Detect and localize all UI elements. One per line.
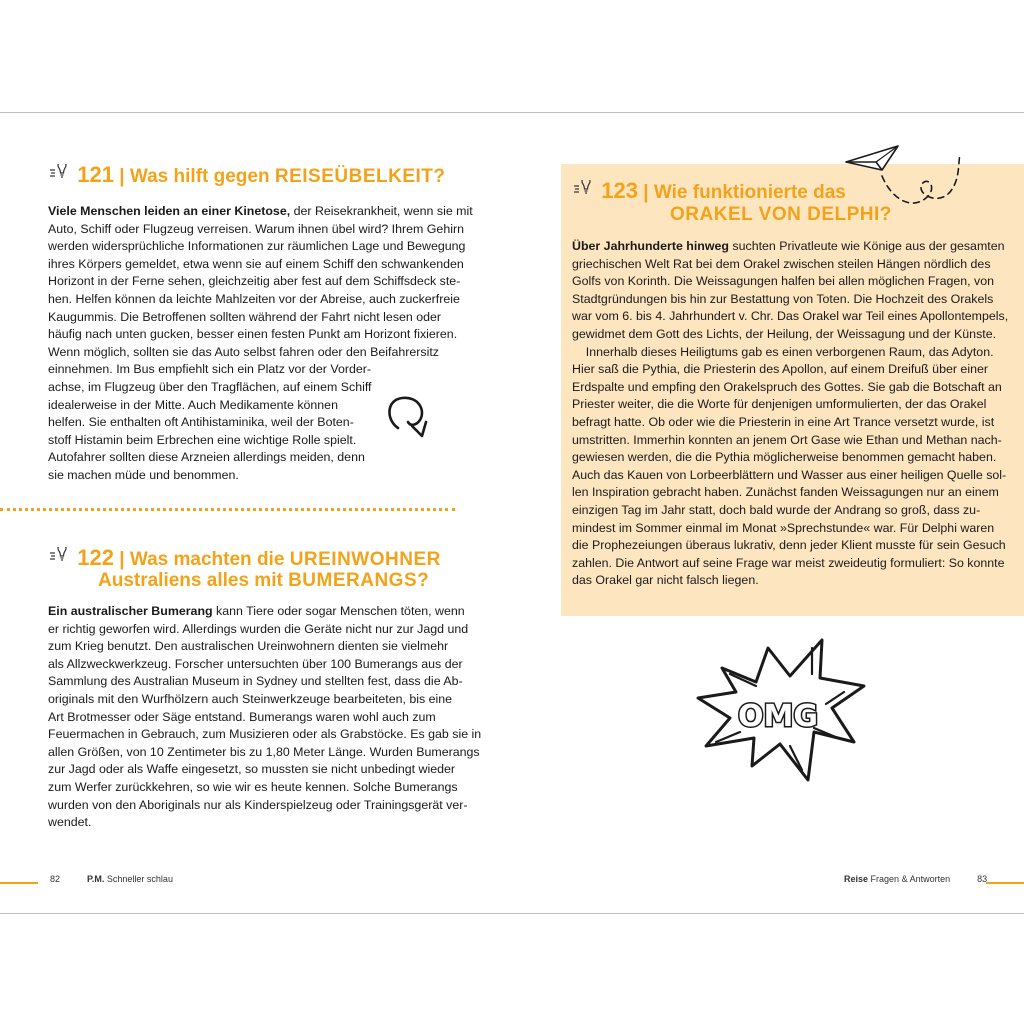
text-line bbox=[48, 309, 452, 327]
text-line bbox=[572, 555, 1005, 573]
text-line bbox=[48, 691, 452, 709]
text-line bbox=[48, 291, 460, 309]
question-122-answer bbox=[48, 603, 482, 832]
text-line bbox=[48, 621, 469, 639]
text-line bbox=[572, 537, 1006, 555]
text-line bbox=[572, 238, 1005, 256]
line-text: Priester weiter, die die Worte für denjenigen umformulierten, der das Orakel bbox=[572, 397, 987, 412]
text-line bbox=[48, 238, 466, 256]
separator: | bbox=[643, 182, 649, 203]
question-title: Australiens alles mit bbox=[98, 570, 289, 591]
omg-text: OMG bbox=[738, 699, 818, 734]
question-number: 123 bbox=[601, 178, 638, 203]
line-text: Sammlung des Australian Museum in Sydney und stellten fest, dass die Ab- bbox=[48, 674, 463, 689]
line-text: Auch das Kauen von Lorbeerblättern und Wasser aus einer heiligen Quelle sol- bbox=[572, 467, 1007, 482]
footer-rule-right bbox=[986, 882, 1024, 884]
text-line bbox=[572, 344, 994, 362]
text-line bbox=[48, 673, 463, 691]
line-text: Art Brotmesser oder Säge entstand. Bumerangs waren wohl auch zum bbox=[48, 709, 436, 724]
line-text: allen Größen, von 10 Zentimeter bis zu 1,80 Meter Länge. Wurden Bumerangs bbox=[48, 744, 480, 759]
page-number: 82 bbox=[50, 874, 61, 884]
text-line bbox=[572, 256, 991, 274]
line-text: wendet. bbox=[48, 815, 92, 830]
text-line bbox=[572, 432, 1002, 450]
text-line bbox=[48, 761, 456, 779]
text-line bbox=[48, 221, 464, 239]
footer-left bbox=[50, 874, 173, 884]
brand: P.M. bbox=[87, 874, 105, 884]
question-123-answer bbox=[572, 238, 1009, 590]
line-text: einnehmen. Im Bus empfiehlt sich ein Platz vor der Vorder- bbox=[48, 362, 371, 377]
page-number: 83 bbox=[977, 874, 988, 884]
text-line bbox=[572, 396, 987, 414]
text-line bbox=[572, 484, 999, 502]
section-divider bbox=[0, 508, 455, 511]
question-title: Was hilft gegen bbox=[129, 166, 275, 187]
text-line bbox=[572, 273, 994, 291]
line-text: Auto, Schiff oder Flugzeug verreisen. Warum ihnen übel wird? Ihrem Gehirn bbox=[48, 221, 464, 236]
question-number: 121 bbox=[77, 162, 114, 187]
text-line bbox=[572, 379, 1002, 397]
text-line bbox=[48, 744, 480, 762]
text-line bbox=[48, 273, 461, 291]
text-line bbox=[572, 467, 1007, 485]
question-122-heading-line2 bbox=[98, 570, 429, 592]
line-text: helfen. Sie enthalten oft Antihistaminika, weil der Boten- bbox=[48, 415, 354, 430]
text-line bbox=[572, 449, 997, 467]
text-line bbox=[572, 361, 988, 379]
text-line bbox=[572, 572, 976, 590]
text-line bbox=[48, 326, 458, 344]
line-text: idealerweise in der Mitte. Auch Medikamente können bbox=[48, 397, 338, 412]
section-name: Reise bbox=[844, 874, 869, 884]
line-text: war vom 6. bis 4. Jahrhundert v. Chr. Das Orakel war Teil eines Apollontempels, bbox=[572, 309, 1009, 324]
question-keyword: UREINWOHNER bbox=[289, 549, 441, 570]
question-number: 122 bbox=[77, 545, 114, 570]
line-text: hen. Helfen können da leichte Mahlzeiten vor der Abreise, auch zuckerfreie bbox=[48, 291, 460, 306]
line-text: als Allzweckwerkzeug. Forscher untersuchten über 100 Bumerangs aus der bbox=[48, 656, 463, 671]
question-121-heading bbox=[48, 164, 445, 188]
text-line bbox=[48, 603, 465, 621]
text-line bbox=[48, 814, 452, 832]
line-text: einzigen Tag im Jahr statt, doch bald wurde der Andrang so groß, dass zu- bbox=[572, 502, 981, 517]
footer-rule-left bbox=[0, 882, 38, 884]
question-123-heading bbox=[572, 180, 846, 204]
line-text: er richtig geworfen wird. Allerdings wurden die Geräte nicht nur zur Jagd und bbox=[48, 621, 469, 636]
line-text: gewidmet dem Gott des Lichts, der Heilung, der Weissagung und der Künste. bbox=[572, 326, 997, 341]
footer-right bbox=[844, 874, 987, 884]
line-text: das Orakel gar nicht falsch liegen. bbox=[572, 573, 759, 588]
line-text: ihres Körpers gemeldet, etwa wenn sie auf einem Schiff den schwankenden bbox=[48, 256, 464, 271]
text-line bbox=[48, 709, 452, 727]
line-text: Hier saß die Pythia, die Priesterin des Apollon, auf einem Dreifuß über einer bbox=[572, 362, 988, 377]
text-line bbox=[48, 449, 452, 467]
section-subtitle: Fragen & Antworten bbox=[870, 874, 951, 884]
line-text: suchten Privatleute wie Könige aus der gesamten bbox=[728, 239, 1005, 253]
line-text: zum Werfer zurückkehren, so wie wir es heute kennen. Solche Bumerangs bbox=[48, 779, 458, 794]
line-text: häufig nach unten gucken, besser einen festen Punkt am Horizont fixieren. bbox=[48, 327, 458, 342]
curved-arrow-icon bbox=[384, 392, 434, 448]
line-text: Wenn möglich, sollten sie das Auto selbst fahren oder den Beifahrersitz bbox=[48, 344, 439, 359]
line-text: zum Krieg benutzt. Den australischen Ureinwohnern dienten sie vielmehr bbox=[48, 639, 449, 654]
text-line bbox=[572, 520, 995, 538]
line-text: Golfs von Korinth. Die Weissagungen halfen bei allen möglichen Fragen, von bbox=[572, 274, 994, 289]
line-text: mindest im Sommer einmal im Monat »Sprechstunde« war. Für Delphi waren bbox=[572, 520, 995, 535]
question-122-heading bbox=[48, 547, 441, 571]
line-text: wurden von den Aboriginals nur als Kinderspielzeug oder Trainingsgerät ver- bbox=[48, 797, 468, 812]
line-text: umstritten. Immerhin konnten an jenem Ort Gase wie Ethan und Methan nach- bbox=[572, 432, 1002, 447]
book-title: Schneller schlau bbox=[106, 874, 173, 884]
text-line bbox=[572, 502, 981, 520]
text-line bbox=[48, 203, 473, 221]
text-line bbox=[48, 797, 468, 815]
line-text: Innerhalb dieses Heiligtums gab es einen verborgenen Raum, das Adyton. bbox=[572, 344, 994, 359]
line-text: Erdspalte und empfing den Orakelspruch des Gottes. Sie gab die Botschaft an bbox=[572, 379, 1002, 394]
line-text: Autofahrer sollten diese Arzneien allerdings meiden, denn bbox=[48, 450, 365, 465]
line-text: zur Jagd oder als Waffe eingesetzt, so mussten sie nicht unbedingt wieder bbox=[48, 762, 456, 777]
line-text: der Reisekrankheit, wenn sie mit bbox=[290, 204, 473, 218]
line-text: griechischen Welt Rat bei dem Orakel zwischen steilen Hängen nördlich des bbox=[572, 256, 991, 271]
line-text: zahlen. Die Antwort auf seine Frage war meist zweideutig formuliert: So konnte bbox=[572, 555, 1005, 570]
text-line bbox=[48, 779, 458, 797]
line-text: sie machen müde und benommen. bbox=[48, 467, 239, 482]
text-line bbox=[48, 344, 452, 362]
text-line bbox=[48, 726, 482, 744]
question-keyword: BUMERANGS? bbox=[288, 570, 430, 591]
text-line bbox=[48, 361, 452, 379]
question-123-heading-line2 bbox=[670, 204, 892, 226]
lightbulb-icon bbox=[48, 547, 72, 567]
line-text: die Prophezeiungen überaus lukrativ, denn jeder Klient musste für sein Gesuch bbox=[572, 538, 1006, 553]
question-title: Was machten die bbox=[129, 549, 290, 570]
lead-text: Ein australischer Bumerang bbox=[48, 604, 213, 618]
separator: | bbox=[119, 549, 125, 570]
text-line bbox=[572, 414, 995, 432]
text-line bbox=[572, 291, 994, 309]
line-text: Kaugummis. Die Betroffenen sollten während der Fahrt nicht lesen oder bbox=[48, 309, 442, 324]
line-text: werden widersprüchliche Informationen zur räumlichen Lage und Bewegung bbox=[48, 239, 466, 254]
question-keyword: REISEÜBELKEIT? bbox=[274, 166, 446, 187]
line-text: Feuermachen in Gebrauch, zum Musizieren oder als Grabstöcke. Es gab sie in bbox=[48, 727, 482, 742]
lightbulb-icon bbox=[572, 180, 596, 200]
line-text: achse, im Flugzeug über den Tragflächen, auf einem Schiff bbox=[48, 379, 372, 394]
line-text: kann Tiere oder sogar Menschen töten, wenn bbox=[212, 604, 465, 618]
line-text: stoff Histamin beim Erbrechen eine wichtige Rolle spielt. bbox=[48, 432, 357, 447]
lightbulb-icon bbox=[48, 164, 72, 184]
line-text: Stadtgründungen bis hin zur Bestattung von Toten. Die Hochzeit des Orakels bbox=[572, 291, 994, 306]
text-line bbox=[572, 308, 1009, 326]
line-text: originals mit den Wurfhölzern auch Steinwerkzeuge bearbeiteten, bis eine bbox=[48, 691, 453, 706]
omg-burst-icon bbox=[694, 634, 872, 794]
lead-text: Über Jahrhunderte hinweg bbox=[572, 239, 729, 253]
line-text: befragt hatte. Ob oder wie die Priesterin in eine Art Trance versetzt wurde, ist bbox=[572, 414, 995, 429]
text-line bbox=[48, 656, 463, 674]
text-line bbox=[572, 326, 997, 344]
question-title: Wie funktionierte das bbox=[653, 182, 846, 203]
text-line bbox=[48, 638, 452, 656]
lead-text: Viele Menschen leiden an einer Kinetose, bbox=[48, 204, 291, 218]
text-line bbox=[48, 256, 464, 274]
separator: | bbox=[119, 166, 125, 187]
line-text: gewiesen werden, die die Pythia möglicherweise benommen gemacht haben. bbox=[572, 450, 997, 465]
line-text: Horizont in der Ferne sehen, gleichzeitig aber fest auf dem Schiffsdeck ste- bbox=[48, 274, 461, 289]
text-line bbox=[48, 467, 452, 485]
question-keyword: ORAKEL VON DELPHI? bbox=[670, 204, 892, 225]
line-text: len Inspiration gebracht haben. Zunächst fanden Weissagungen nur an einem bbox=[572, 485, 999, 500]
